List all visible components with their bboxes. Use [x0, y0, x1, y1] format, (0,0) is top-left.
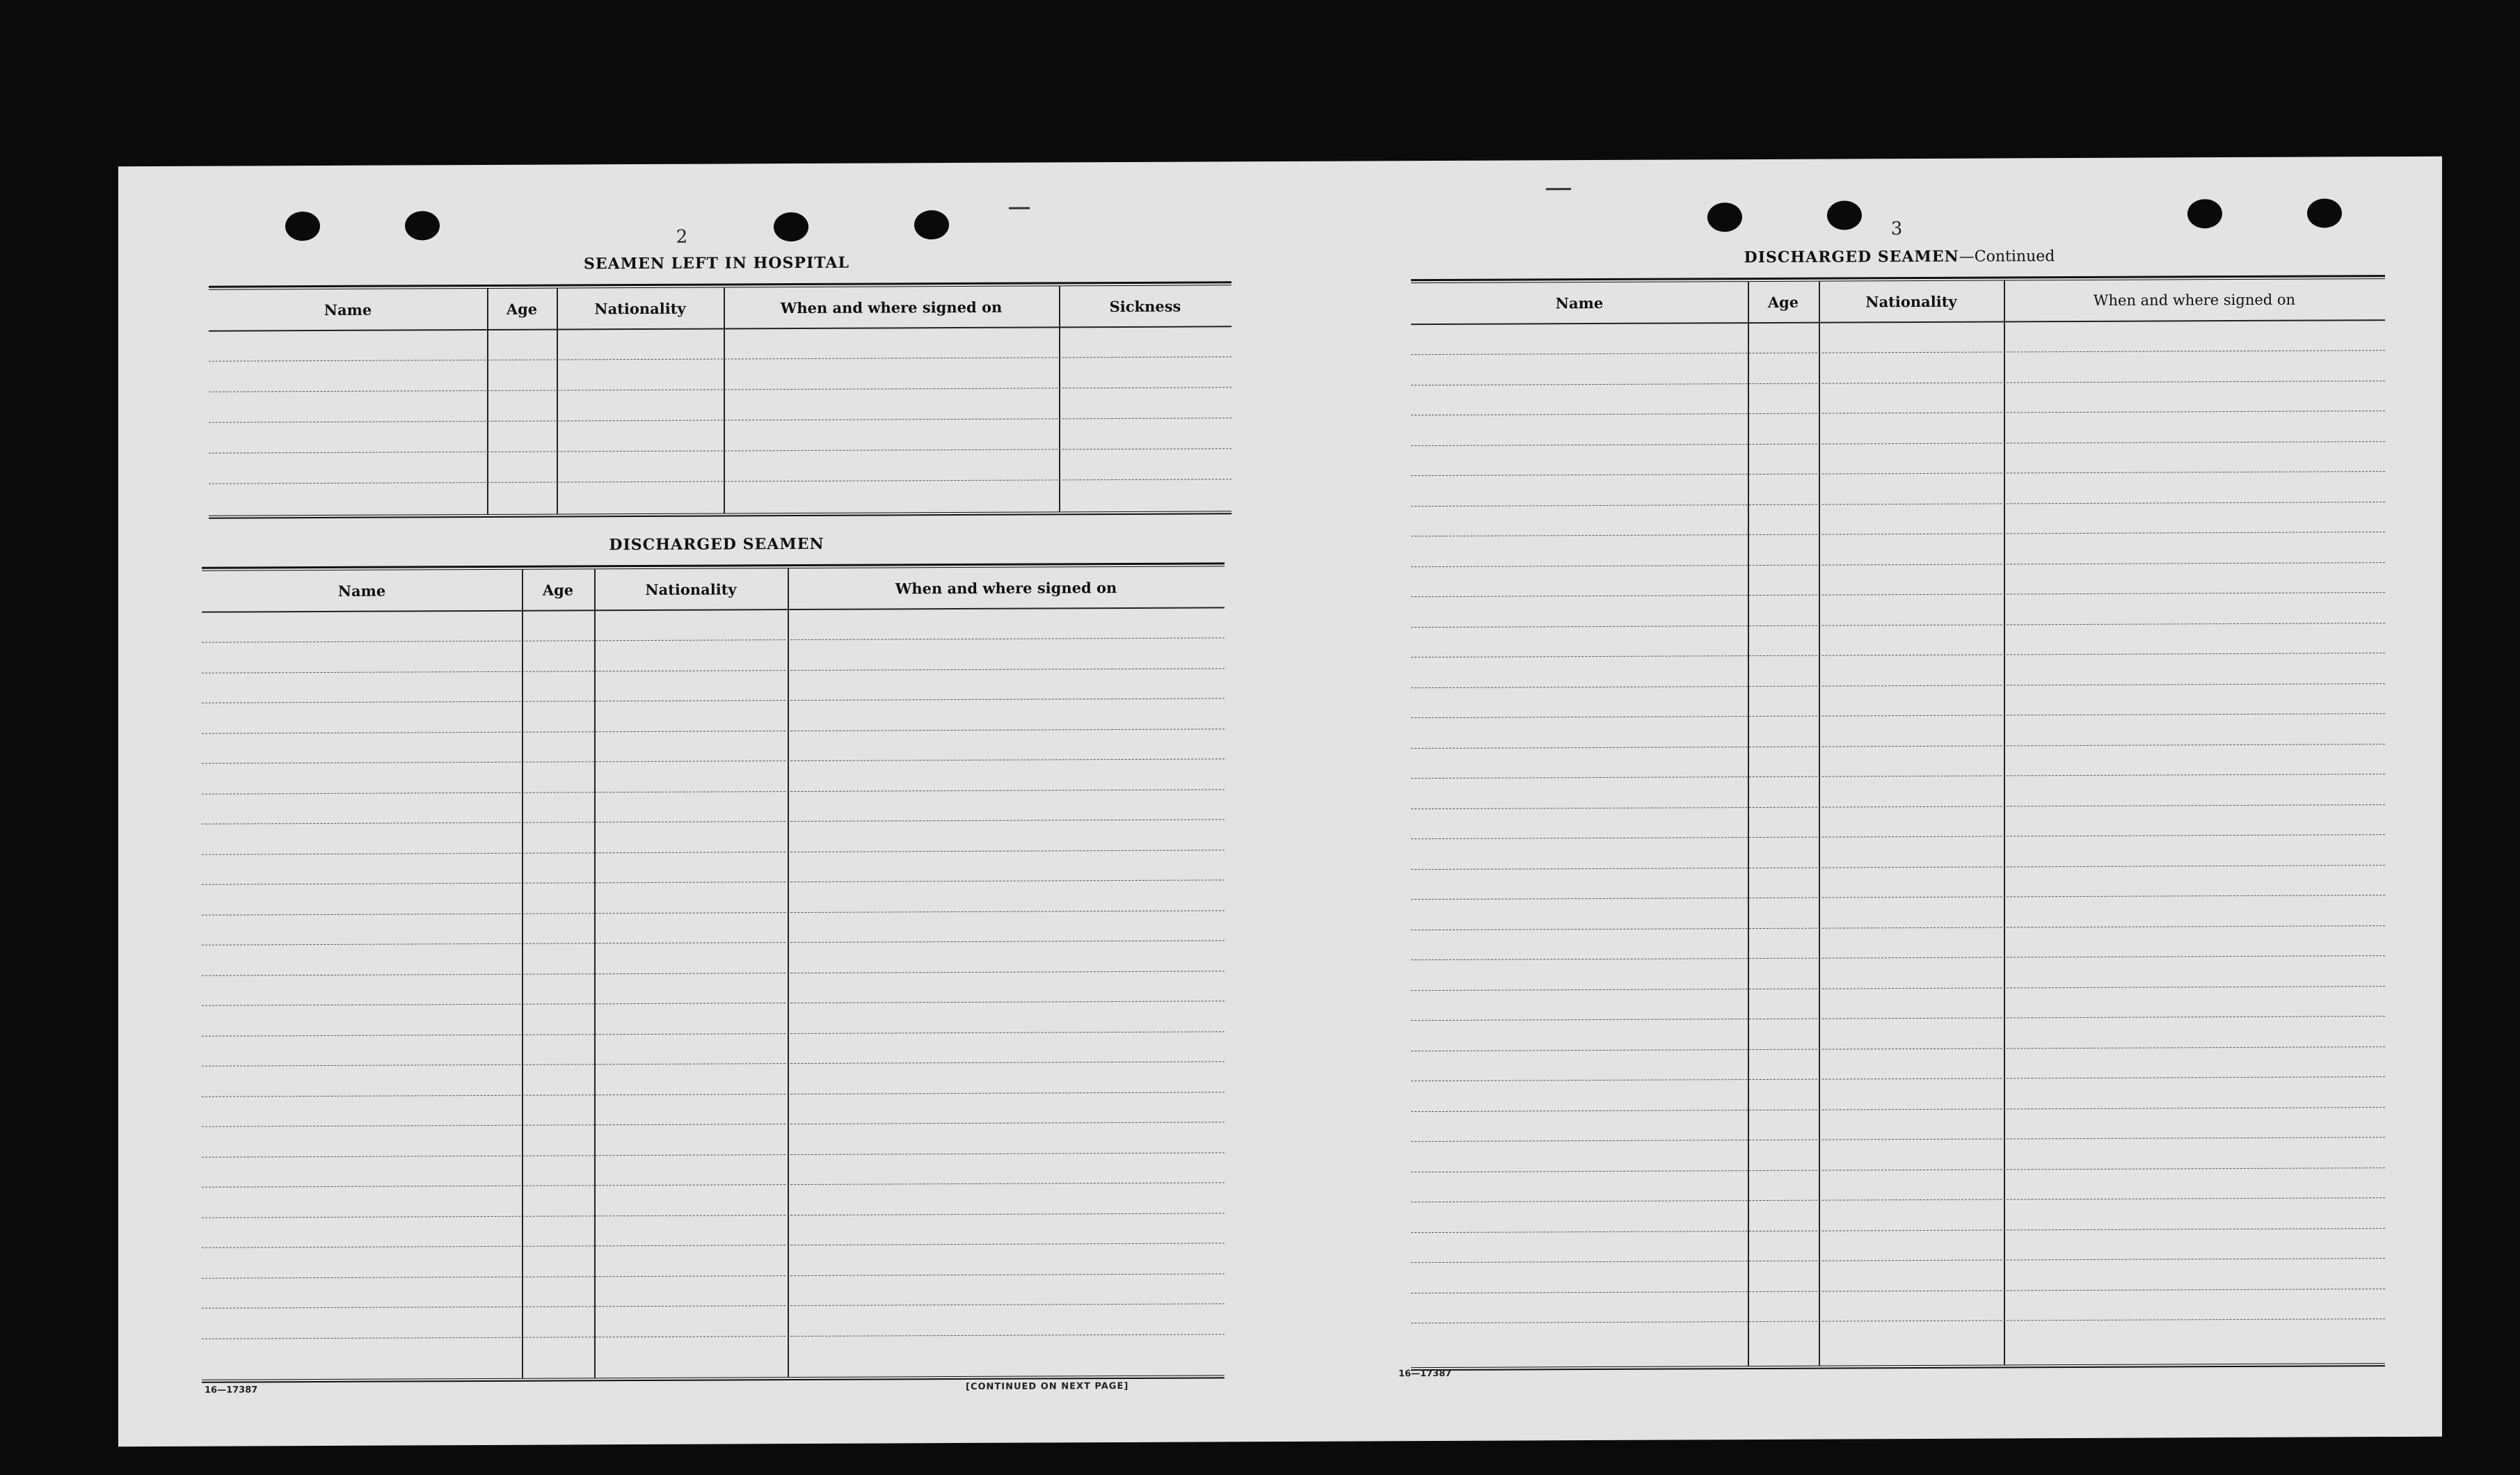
column-divider: [2004, 280, 2005, 1364]
table-row[interactable]: [202, 1243, 1225, 1247]
punch-hole: [1707, 202, 1742, 232]
table-row[interactable]: [209, 448, 1231, 453]
table-row[interactable]: [1411, 562, 2385, 567]
form-number-right: 16—17387: [1398, 1368, 1452, 1380]
table-row[interactable]: [1411, 502, 2385, 507]
table-row[interactable]: [202, 1061, 1225, 1066]
column-divider: [557, 289, 558, 514]
column-header-age: Age: [542, 580, 574, 599]
table-row[interactable]: [1411, 895, 2385, 900]
table-row[interactable]: [202, 940, 1225, 945]
table-row[interactable]: [202, 728, 1225, 733]
table-row[interactable]: [1411, 381, 2385, 385]
table-row[interactable]: [202, 850, 1225, 854]
column-header-sickness: Sickness: [1109, 297, 1181, 315]
table-row[interactable]: [1411, 865, 2385, 870]
table-row[interactable]: [1411, 1197, 2385, 1202]
table-row[interactable]: [202, 698, 1225, 703]
table-row[interactable]: [202, 910, 1225, 915]
discharged-table: [202, 562, 1225, 1385]
table-row[interactable]: [1411, 1258, 2385, 1263]
column-header-name: Name: [324, 301, 372, 319]
table-row[interactable]: [202, 879, 1225, 884]
discharged-continued-table: [1411, 275, 2385, 1373]
punch-hole: [285, 212, 320, 241]
speck: [1546, 188, 1571, 190]
continued-notice: [CONTINUED ON NEXT PAGE]: [966, 1380, 1129, 1392]
column-header-name: Name: [1555, 294, 1604, 312]
table-row[interactable]: [1411, 653, 2385, 657]
page-number-left: 2: [676, 226, 688, 248]
table-bottom-rule: [209, 511, 1231, 518]
table-row[interactable]: [202, 1213, 1225, 1218]
table-row[interactable]: [202, 1182, 1225, 1187]
table-row[interactable]: [202, 971, 1225, 975]
table-row[interactable]: [1411, 410, 2385, 415]
column-divider: [1059, 286, 1060, 511]
section-title-main: DISCHARGED SEAMEN: [1744, 247, 1959, 267]
form-number-left: 16—17387: [205, 1385, 258, 1396]
table-row[interactable]: [1411, 1228, 2385, 1233]
table-row[interactable]: [1411, 1107, 2385, 1112]
column-header-nationality: Nationality: [645, 580, 737, 598]
column-header-nationality: Nationality: [594, 299, 686, 317]
table-row[interactable]: [1411, 350, 2385, 355]
table-row[interactable]: [1411, 834, 2385, 839]
table-row[interactable]: [202, 1334, 1225, 1339]
column-header-nationality: Nationality: [1865, 292, 1957, 310]
table-row[interactable]: [202, 1092, 1225, 1097]
column-header-signed-on: When and where signed on: [2093, 291, 2296, 309]
table-row[interactable]: [1411, 1137, 2385, 1142]
column-divider: [1748, 282, 1749, 1366]
punch-hole: [2307, 198, 2342, 228]
table-row[interactable]: [1411, 623, 2385, 628]
table-row[interactable]: [1411, 1318, 2385, 1323]
hospital-table: [209, 281, 1231, 519]
table-row[interactable]: [1411, 744, 2385, 749]
table-row[interactable]: [209, 387, 1231, 392]
table-row[interactable]: [1411, 683, 2385, 688]
punch-hole: [2187, 199, 2222, 228]
table-row[interactable]: [1411, 1167, 2385, 1172]
column-header-age: Age: [506, 300, 538, 318]
punch-hole: [914, 210, 949, 239]
table-bottom-rule: [1411, 1363, 2385, 1371]
table-row[interactable]: [1411, 925, 2385, 930]
table-row[interactable]: [1411, 592, 2385, 597]
table-row[interactable]: [1411, 532, 2385, 536]
table-row[interactable]: [202, 1152, 1225, 1157]
table-row[interactable]: [209, 479, 1231, 484]
column-header-age: Age: [1767, 293, 1799, 311]
table-row[interactable]: [1411, 441, 2385, 446]
column-header-signed-on: When and where signed on: [780, 298, 1003, 317]
table-row[interactable]: [1411, 1046, 2385, 1051]
table-row[interactable]: [1411, 471, 2385, 476]
table-row[interactable]: [202, 789, 1225, 794]
table-row[interactable]: [209, 356, 1231, 361]
table-row[interactable]: [202, 1031, 1225, 1036]
table-row[interactable]: [1411, 713, 2385, 718]
table-row[interactable]: [1411, 1016, 2385, 1021]
table-row[interactable]: [202, 1122, 1225, 1126]
table-row[interactable]: [1411, 774, 2385, 779]
discharged-continued-title: [1412, 246, 2386, 268]
table-row[interactable]: [202, 758, 1225, 763]
table-row[interactable]: [202, 1303, 1225, 1308]
column-divider: [487, 289, 488, 514]
punch-hole: [774, 212, 808, 241]
table-row[interactable]: [1411, 1076, 2385, 1081]
table-row[interactable]: [202, 1000, 1225, 1005]
column-divider: [724, 287, 725, 513]
punch-hole: [405, 211, 440, 240]
table-row[interactable]: [209, 417, 1231, 422]
table-row[interactable]: [1411, 1289, 2385, 1293]
table-row[interactable]: [202, 637, 1225, 642]
table-row[interactable]: [202, 1273, 1225, 1278]
punch-hole: [1827, 200, 1862, 230]
section-title-suffix: —Continued: [1959, 248, 2055, 266]
table-row[interactable]: [1411, 955, 2385, 960]
form-sheet: [118, 157, 2442, 1447]
table-row[interactable]: [1411, 804, 2385, 809]
discharged-section-title: DISCHARGED SEAMEN: [609, 534, 824, 555]
table-row[interactable]: [1411, 986, 2385, 991]
column-header-name: Name: [337, 582, 386, 600]
column-divider: [1819, 282, 1820, 1366]
hospital-section-title: SEAMEN LEFT IN HOSPITAL: [584, 253, 850, 273]
speck: [1009, 207, 1030, 209]
column-header-signed-on: When and where signed on: [895, 578, 1117, 597]
table-row[interactable]: [202, 819, 1225, 824]
page-number-right: 3: [1890, 218, 1903, 240]
table-row[interactable]: [202, 668, 1225, 673]
